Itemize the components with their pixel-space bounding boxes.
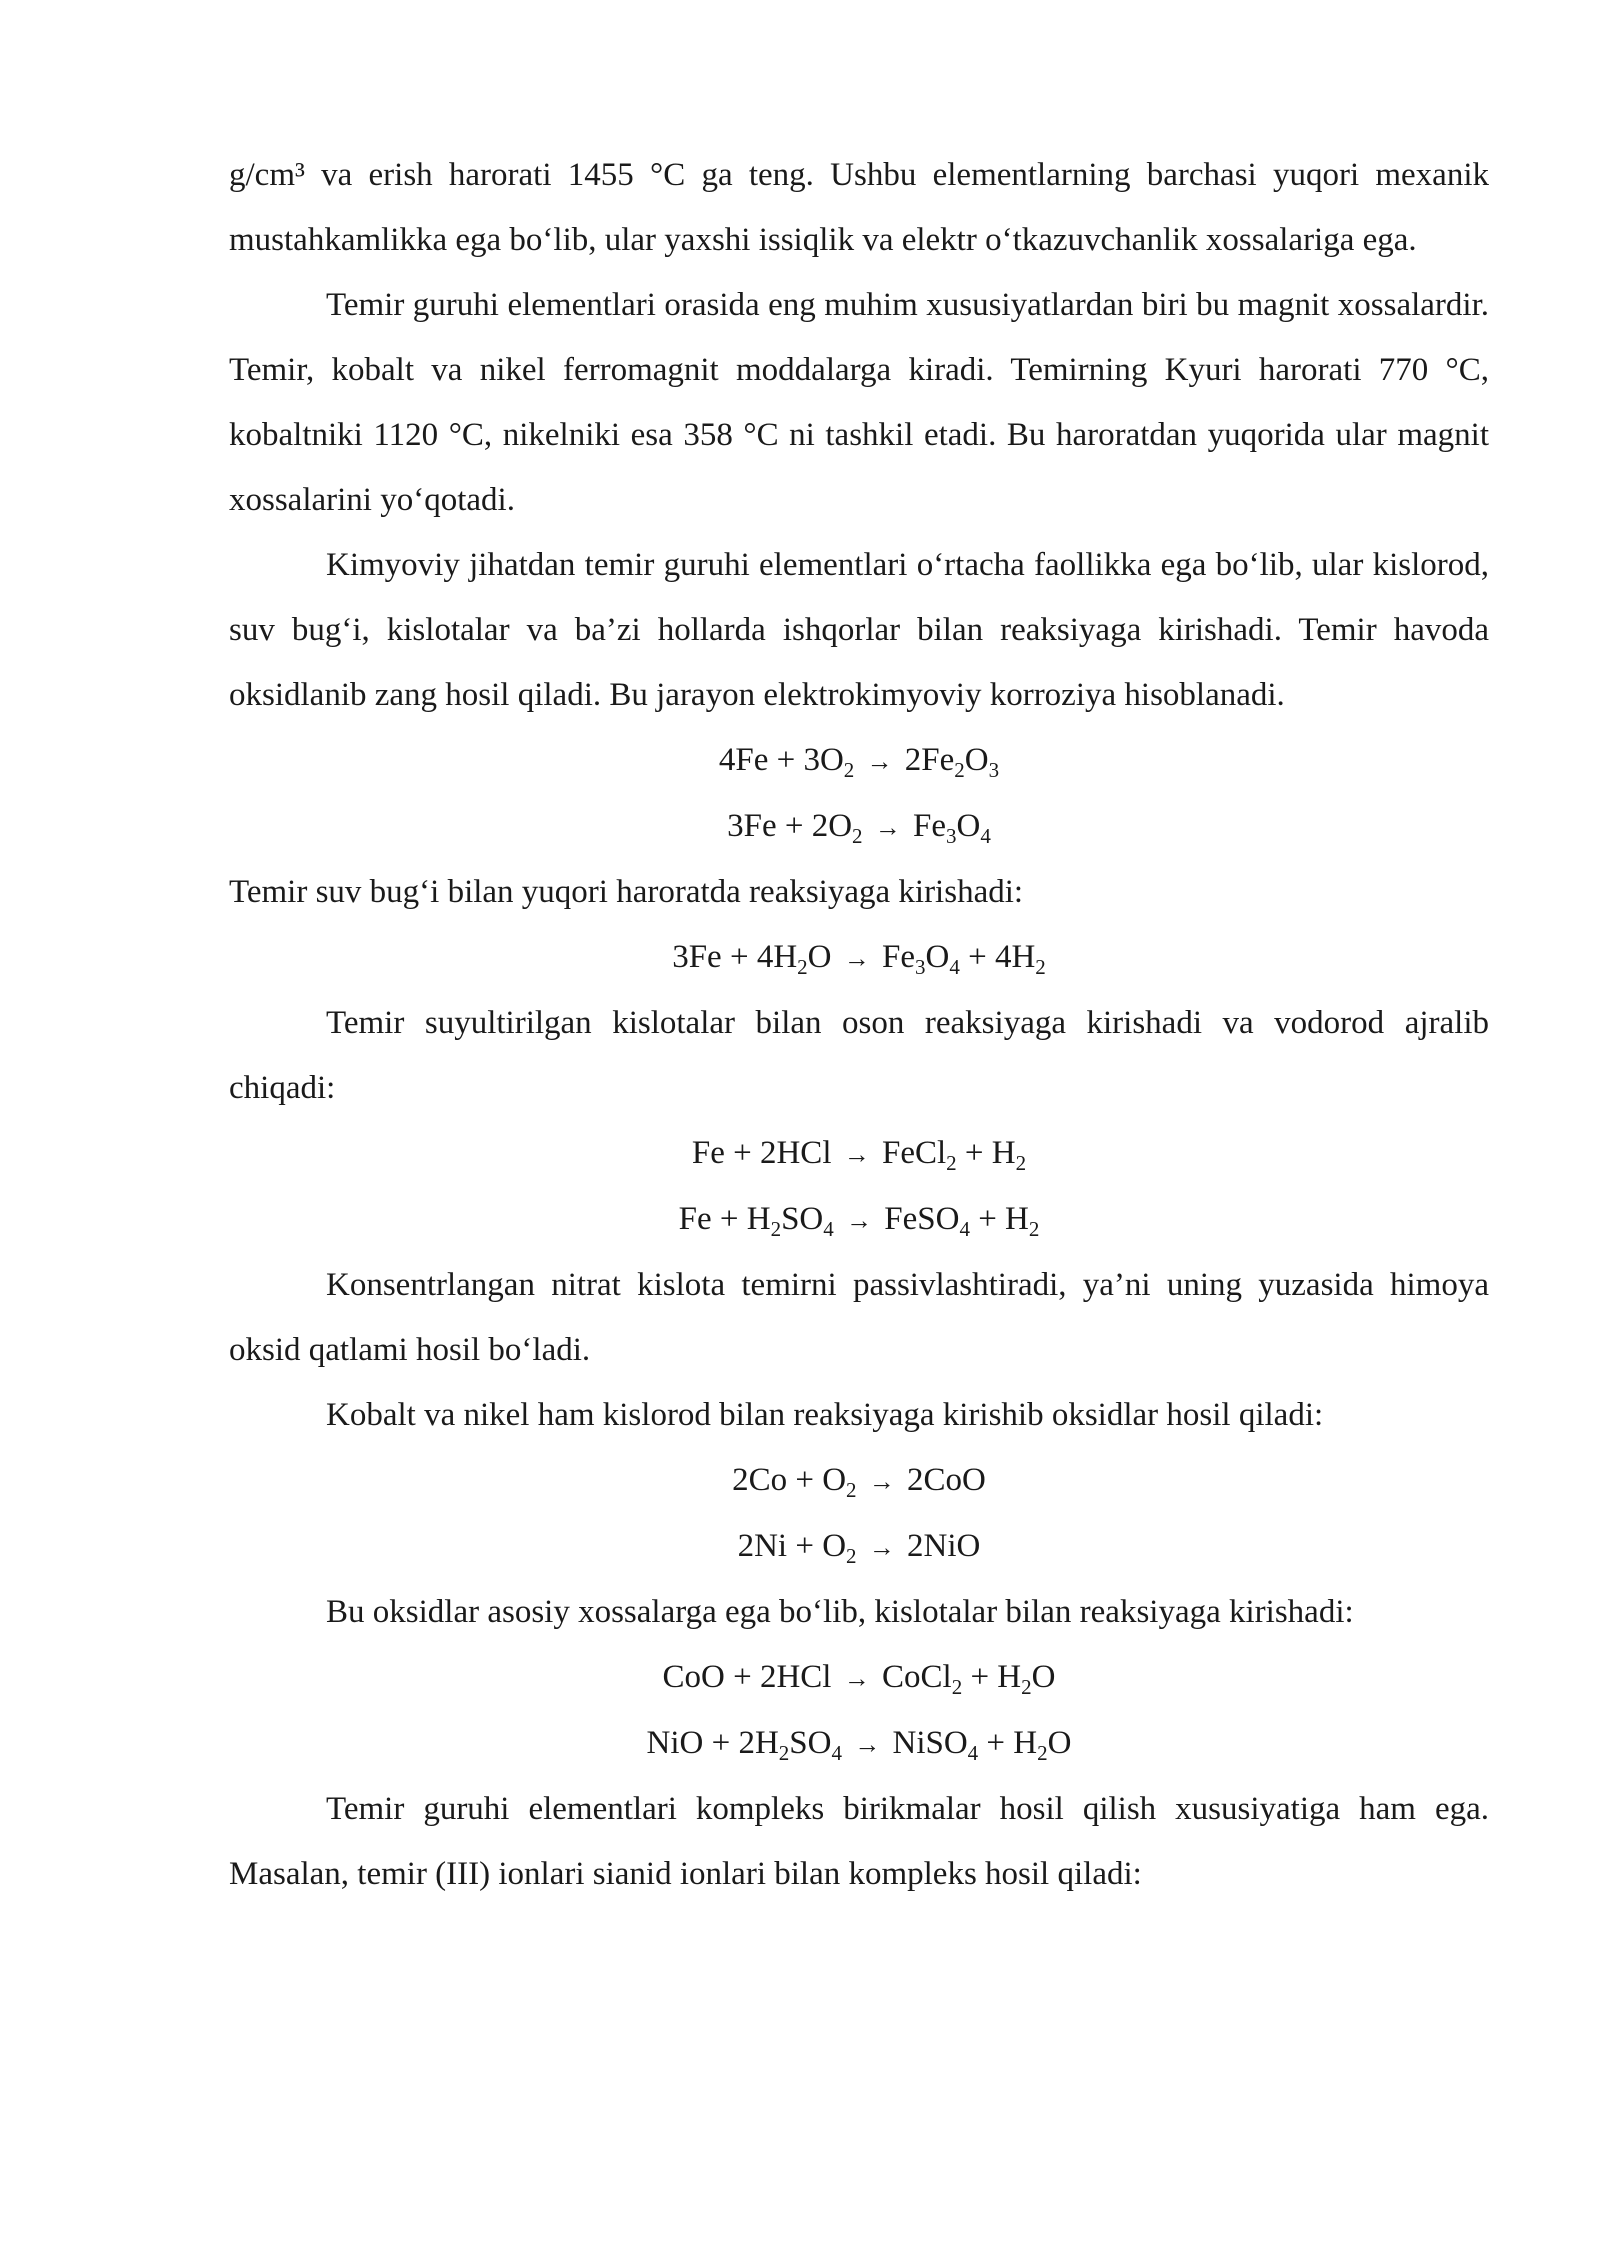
equation-coo-hcl: CoO + 2HCl → CoCl$_2$ + $H_2O$: [662, 1659, 1056, 1699]
arrow-icon: →: [854, 1730, 881, 1759]
paragraph-magnetic: Temir guruhi elementlari orasida eng muhim xususiyatlardan biri bu magnit xossalardir. Temir, kobalt va nikel ferromagnit moddalarga kiradi. Temirning Kyuri harorati 770 °C, kobaltniki 1120 °C, nikelniki esa 358 °C ni tashkil etadi. Bu haroratdan yuqorida ular magnit xossalarini yo‘qotadi.: [229, 287, 1489, 518]
paragraph-co-ni-oxides: Kobalt va nikel ham kislorod bilan reaksiyaga kirishib oksidlar hosil qiladi:: [326, 1397, 1324, 1433]
arrow-icon: →: [874, 813, 901, 842]
arrow-icon: →: [846, 1206, 872, 1235]
paragraph-chemical: Kimyoviy jihatdan temir guruhi elementlari o‘rtacha faollikka ega bo‘lib, ular kislorod, suv bug‘i, kislotalar va ba’zi hollarda ishqorlar bilan reaksiyaga kirishadi. Temir havoda oksidlanib zang hosil qiladi. Bu jarayon elektrokimyoviy korroziya hisoblanadi.: [229, 547, 1489, 713]
equation-fe-h2so4: $Fe + H_2SO_4$ → FeSO$_4$ + $H_2$: [678, 1201, 1040, 1241]
equation-fe-oxidation-2: $3Fe + 2O_2 \to Fe_3O_4$: [727, 808, 991, 848]
arrow-icon: →: [843, 1140, 870, 1169]
paragraph-complexes: Temir guruhi elementlari kompleks birikmalar hosil qilish xususiyatiga ham ega. Masalan, temir (III) ionlari sianid ionlari bilan kompleks hosil qiladi:: [229, 1791, 1489, 1892]
arrow-icon: →: [868, 1467, 895, 1496]
arrow-icon: →: [868, 1533, 895, 1562]
equation-ni-oxidation: $2Ni + O_2 \to 2NiO$: [737, 1528, 981, 1568]
paragraph-dilute-acids: Temir suyultirilgan kislotalar bilan oson reaksiyaga kirishadi va vodorod ajralib chiqadi:: [229, 1005, 1489, 1106]
equation-fe-hcl: Fe + 2HCl → FeCl$_2$ + $H_2$: [691, 1135, 1027, 1175]
arrow-icon: →: [843, 1664, 870, 1693]
paragraph-passivation: Konsentrlangan nitrat kislota temirni passivlashtiradi, ya’ni uning yuzasida himoya oksid qatlami hosil bo‘ladi.: [229, 1267, 1489, 1368]
equation-co-oxidation: $2Co + O_2 \to 2CoO$: [732, 1462, 986, 1502]
arrow-icon: →: [866, 747, 893, 776]
equation-fe-oxidation-1: $4Fe + 3O_2 \to 2Fe_2O_3$: [718, 742, 1000, 782]
equation-fe-steam: $3Fe + 4H_2O \to Fe_3O_4 + 4H_2$: [672, 939, 1046, 979]
arrow-icon: →: [843, 944, 870, 973]
document-page: [229, 143, 1489, 1907]
paragraph-properties: g/cm³ va erish harorati 1455 °C ga teng. Ushbu elementlarning barchasi yuqori mexanik mustahkamlikka ega bo‘lib, ular yaxshi issiqlik va elektr o‘tkazuvchanlik xossalariga ega.: [229, 157, 1489, 258]
paragraph-steam: Temir suv bug‘i bilan yuqori haroratda reaksiyaga kirishadi:: [229, 874, 1024, 910]
paragraph-basic-oxides: Bu oksidlar asosiy xossalarga ega bo‘lib, kislotalar bilan reaksiyaga kirishadi:: [326, 1594, 1354, 1630]
equation-nio-h2so4: NiO + $2H_2SO_4$ → NiSO$_4$ + $H_2O$: [646, 1725, 1072, 1765]
